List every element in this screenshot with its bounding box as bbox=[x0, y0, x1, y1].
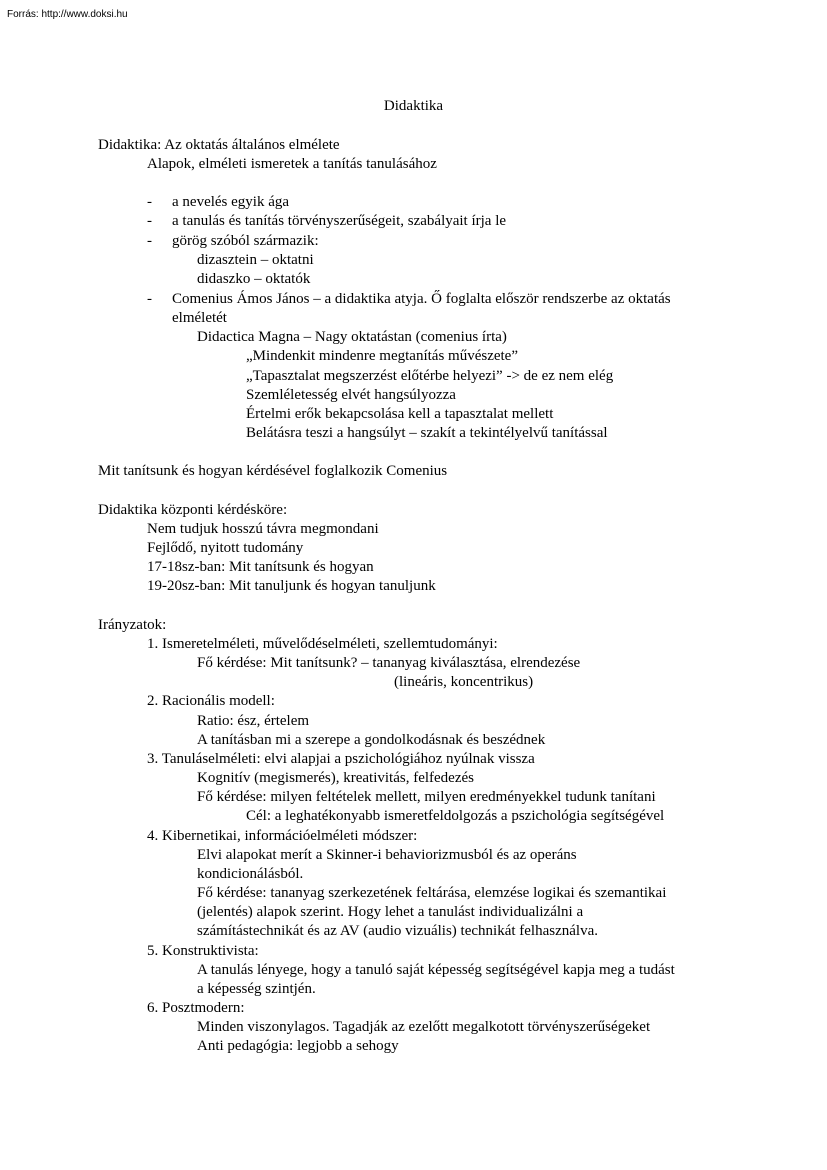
direction-item: 1. Ismeretelméleti, művelődéselméleti, szellemtudományi: bbox=[147, 636, 498, 652]
list-item: Fejlődő, nyitott tudomány bbox=[147, 540, 304, 556]
list-item: Nem tudjuk hosszú távra megmondani bbox=[147, 521, 379, 537]
bullet-subitem: dizasztein – oktatni bbox=[197, 252, 314, 268]
direction-detail: Fő kérdése: milyen feltételek mellett, milyen eredményekkel tudunk tanítani bbox=[197, 789, 656, 805]
section-heading: Didaktika központi kérdésköre: bbox=[98, 502, 288, 518]
direction-detail: Kognitív (megismerés), kreativitás, felfedezés bbox=[197, 770, 474, 786]
bullet-point: Belátásra teszi a hangsúlyt – szakít a tekintélyelvű tanítással bbox=[246, 425, 608, 441]
direction-detail: (jelentés) alapok szerint. Hogy lehet a tanulást individualizálni a bbox=[197, 904, 584, 920]
bullet-item-continuation: elméletét bbox=[172, 310, 227, 326]
list-item: 19-20sz-ban: Mit tanuljunk és hogyan tanuljunk bbox=[147, 578, 436, 594]
direction-detail: Anti pedagógia: legjobb a sehogy bbox=[197, 1038, 399, 1054]
bullet-marker: - bbox=[147, 194, 152, 210]
bullet-item: görög szóból származik: bbox=[172, 233, 319, 249]
bullet-point: „Tapasztalat megszerzést előtérbe helyezi” -> de ez nem elég bbox=[246, 368, 614, 384]
bullet-item: a tanulás és tanítás törvényszerűségeit, szabályait írja le bbox=[172, 213, 507, 229]
bullet-point: Értelmi erők bekapcsolása kell a tapasztalat mellett bbox=[246, 406, 554, 422]
direction-item: 3. Tanuláselméleti: elvi alapjai a pszichológiához nyúlnak vissza bbox=[147, 751, 535, 767]
direction-detail: Ratio: ész, értelem bbox=[197, 713, 310, 729]
bullet-point: Szemléletesség elvét hangsúlyozza bbox=[246, 387, 456, 403]
bullet-marker: - bbox=[147, 233, 152, 249]
bullet-marker: - bbox=[147, 291, 152, 307]
direction-item: 5. Konstruktivista: bbox=[147, 943, 259, 959]
comenius-line: Mit tanítsunk és hogyan kérdésével foglalkozik Comenius bbox=[98, 463, 448, 479]
direction-detail: a képesség szintjén. bbox=[197, 981, 316, 997]
bullet-item: a nevelés egyik ága bbox=[172, 194, 290, 210]
direction-detail: A tanulás lényege, hogy a tanuló saját képesség segítségével kapja meg a tudást bbox=[197, 962, 675, 978]
direction-detail: Minden viszonylagos. Tagadják az ezelőtt megalkotott törvényszerűségeket bbox=[197, 1019, 651, 1035]
section-heading: Irányzatok: bbox=[98, 617, 167, 633]
bullet-point: „Mindenkit mindenre megtanítás művészete” bbox=[246, 348, 518, 364]
direction-detail: Elvi alapokat merít a Skinner-i behaviorizmusból és az operáns bbox=[197, 847, 577, 863]
bullet-subitem: didaszko – oktatók bbox=[197, 271, 311, 287]
direction-detail: Cél: a leghatékonyabb ismeretfeldolgozás a pszichológia segítségével bbox=[246, 808, 665, 824]
direction-detail: Fő kérdése: tananyag szerkezetének feltárása, elemzése logikai és szemantikai bbox=[197, 885, 667, 901]
definition-line-1: Didaktika: Az oktatás általános elmélete bbox=[98, 137, 340, 153]
page-title: Didaktika bbox=[383, 98, 444, 114]
direction-detail: A tanításban mi a szerepe a gondolkodásnak és beszédnek bbox=[197, 732, 546, 748]
direction-item: 6. Posztmodern: bbox=[147, 1000, 245, 1016]
direction-detail: számítástechnikát és az AV (audio vizuális) technikát felhasználva. bbox=[197, 923, 598, 939]
bullet-marker: - bbox=[147, 213, 152, 229]
source-note: Forrás: http://www.doksi.hu bbox=[7, 9, 128, 20]
list-item: 17-18sz-ban: Mit tanítsunk és hogyan bbox=[147, 559, 374, 575]
direction-item: 4. Kibernetikai, információelméleti módszer: bbox=[147, 828, 418, 844]
definition-line-2: Alapok, elméleti ismeretek a tanítás tanulásához bbox=[147, 156, 437, 172]
bullet-item: Comenius Ámos János – a didaktika atyja. Ő foglalta először rendszerbe az oktatás bbox=[172, 291, 671, 307]
direction-detail: (lineáris, koncentrikus) bbox=[394, 674, 534, 690]
direction-item: 2. Racionális modell: bbox=[147, 693, 275, 709]
direction-detail: Fő kérdése: Mit tanítsunk? – tananyag kiválasztása, elrendezése bbox=[197, 655, 581, 671]
bullet-subitem: Didactica Magna – Nagy oktatástan (comenius írta) bbox=[197, 329, 507, 345]
direction-detail: kondicionálásból. bbox=[197, 866, 304, 882]
